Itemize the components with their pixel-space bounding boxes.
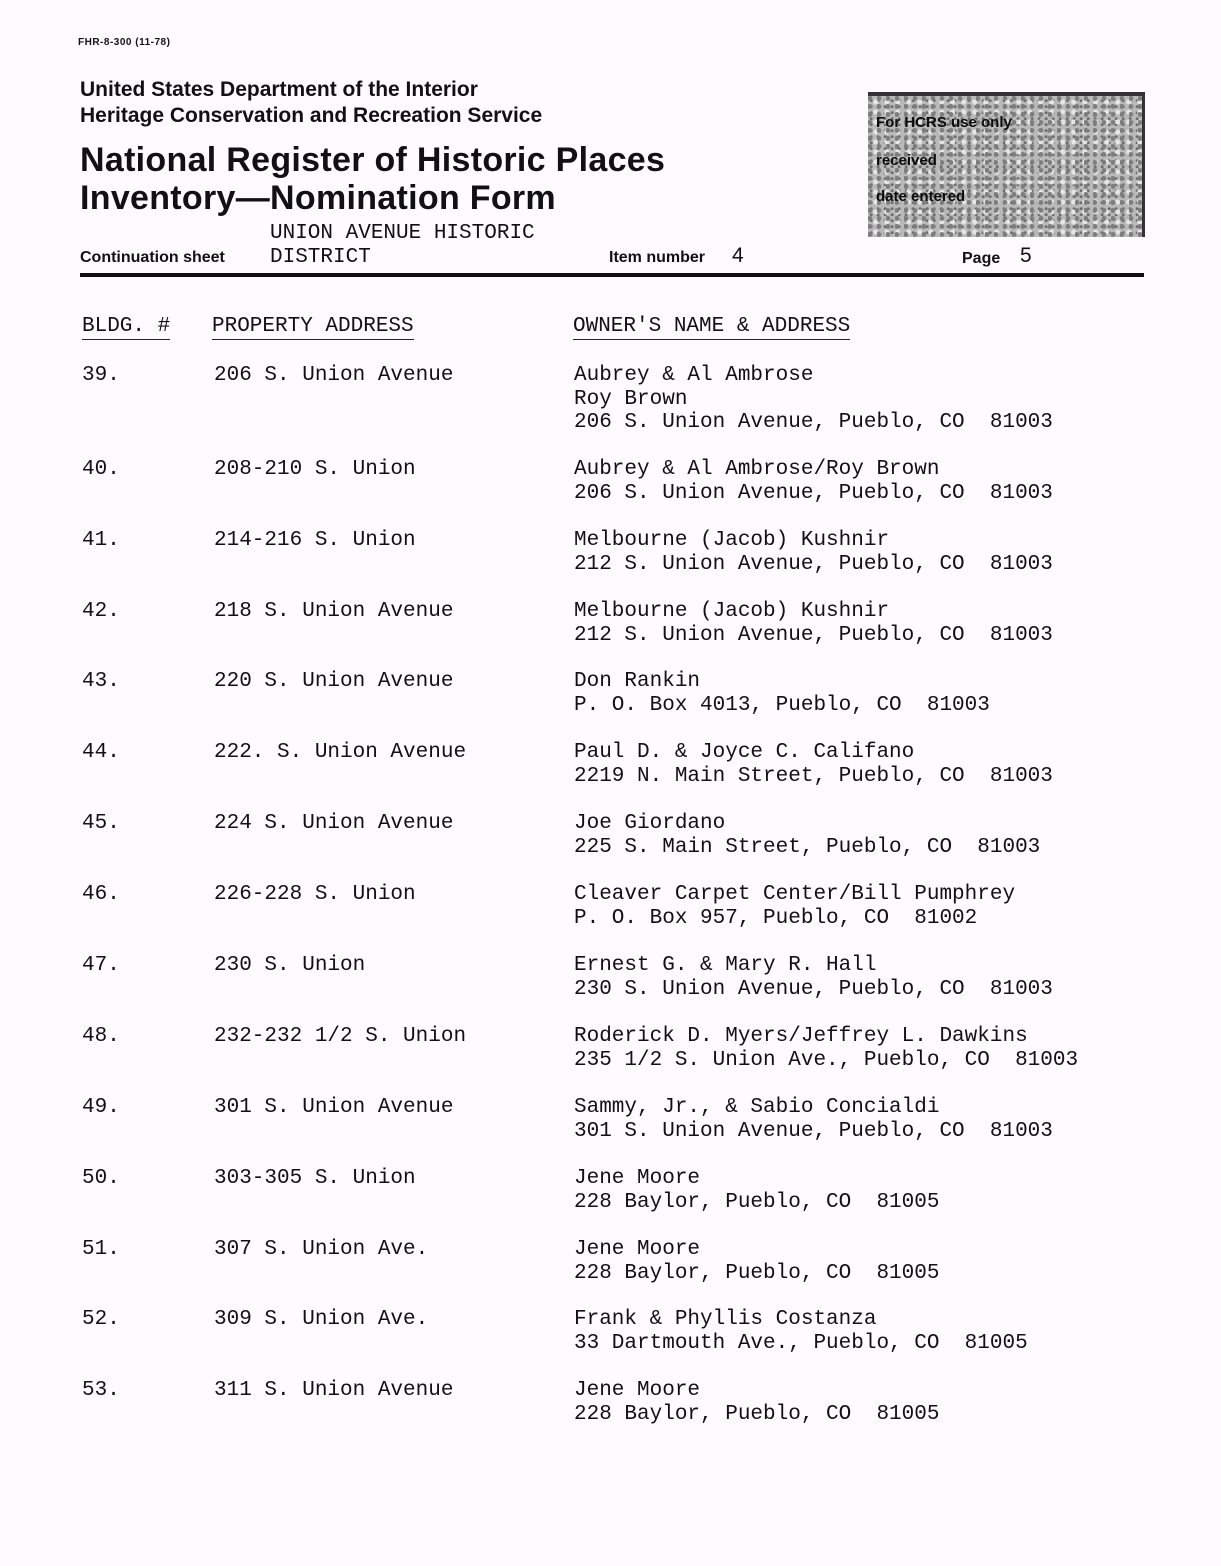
column-header-owner: OWNER'S NAME & ADDRESS xyxy=(573,315,851,338)
table-row-property-address: 303-305 S. Union xyxy=(214,1167,416,1190)
owner-line: 228 Baylor, Pueblo, CO 81005 xyxy=(574,1261,940,1285)
table-row-property-address: 232-232 1/2 S. Union xyxy=(214,1025,467,1048)
date-entered-label: date entered xyxy=(876,188,966,205)
table-row-property-address: 230 S. Union xyxy=(214,954,366,977)
table-row-bldg-number: 50. xyxy=(82,1167,120,1190)
table-row-property-address: 226-228 S. Union xyxy=(214,883,416,906)
owner-line: 212 S. Union Avenue, Pueblo, CO 81003 xyxy=(574,552,1053,576)
table-row-owner xyxy=(574,954,1053,1001)
table-row-property-address: 218 S. Union Avenue xyxy=(214,600,454,623)
owner-line: Jene Moore xyxy=(574,1238,701,1261)
table-row-property-address: 311 S. Union Avenue xyxy=(214,1379,454,1402)
table-row-bldg-number: 39. xyxy=(82,364,120,387)
owner-line: 228 Baylor, Pueblo, CO 81005 xyxy=(574,1402,940,1426)
owner-line: 228 Baylor, Pueblo, CO 81005 xyxy=(574,1190,940,1214)
header-divider xyxy=(80,273,1144,277)
received-label: received xyxy=(876,152,937,169)
page-label: Page xyxy=(962,250,1001,267)
table-row-bldg-number: 48. xyxy=(82,1025,120,1048)
table-row-owner xyxy=(574,1025,1078,1072)
owner-line: 206 S. Union Avenue, Pueblo, CO 81003 xyxy=(574,411,1053,434)
owner-line: 33 Dartmouth Ave., Pueblo, CO 81005 xyxy=(574,1331,1028,1355)
owner-line: 301 S. Union Avenue, Pueblo, CO 81003 xyxy=(574,1119,1053,1143)
table-row-property-address: 301 S. Union Avenue xyxy=(214,1096,454,1119)
table-row-owner xyxy=(574,670,990,717)
hcrs-label: For HCRS use only xyxy=(876,114,1012,131)
table-row-bldg-number: 46. xyxy=(82,883,120,906)
form-title xyxy=(80,141,665,217)
table-row-property-address: 307 S. Union Ave. xyxy=(214,1238,429,1261)
table-row-property-address: 224 S. Union Avenue xyxy=(214,812,454,835)
district-name-line-2: DISTRICT xyxy=(270,246,371,269)
column-header-property-address: PROPERTY ADDRESS xyxy=(212,315,414,338)
table-row-bldg-number: 45. xyxy=(82,812,120,835)
table-row-owner xyxy=(574,812,1040,859)
table-row-bldg-number: 42. xyxy=(82,600,120,623)
table-row-owner xyxy=(574,1167,939,1214)
owner-line: Paul D. & Joyce C. Califano xyxy=(574,741,915,764)
owner-line: Roy Brown xyxy=(574,387,688,411)
owner-line: 212 S. Union Avenue, Pueblo, CO 81003 xyxy=(574,623,1053,647)
owner-line: Aubrey & Al Ambrose/Roy Brown xyxy=(574,458,940,481)
table-row-owner xyxy=(574,1379,939,1426)
form-code: FHR-8-300 (11-78) xyxy=(78,37,171,48)
table-row-bldg-number: 40. xyxy=(82,458,120,481)
table-row-owner xyxy=(574,1308,1028,1355)
column-header-bldg: BLDG. # xyxy=(82,315,171,338)
hcrs-use-only-box xyxy=(868,92,1145,237)
table-row-owner xyxy=(574,1238,939,1285)
owner-line: Sammy, Jr., & Sabio Concialdi xyxy=(574,1096,940,1119)
owner-line: 2219 N. Main Street, Pueblo, CO 81003 xyxy=(574,764,1053,788)
table-row-owner xyxy=(574,741,1053,788)
agency-line-department: United States Department of the Interior xyxy=(80,78,478,101)
owner-line: Jene Moore xyxy=(574,1167,701,1190)
form-title-line-1: National Register of Historic Places xyxy=(80,141,666,179)
owner-line: Aubrey & Al Ambrose xyxy=(574,364,814,387)
item-number-value: 4 xyxy=(732,244,744,267)
owner-line: P. O. Box 4013, Pueblo, CO 81003 xyxy=(574,693,990,717)
table-row-property-address: 222. S. Union Avenue xyxy=(214,741,467,764)
table-row-bldg-number: 47. xyxy=(82,954,120,977)
table-row-bldg-number: 49. xyxy=(82,1096,120,1119)
district-name-line-1: UNION AVENUE HISTORIC xyxy=(270,222,535,245)
owner-line: P. O. Box 957, Pueblo, CO 81002 xyxy=(574,906,978,930)
owner-line: Ernest G. & Mary R. Hall xyxy=(574,954,877,977)
form-title-line-2: Inventory—Nomination Form xyxy=(80,179,556,217)
agency-heading xyxy=(80,77,542,129)
table-row-bldg-number: 43. xyxy=(82,670,120,693)
owner-line: 230 S. Union Avenue, Pueblo, CO 81003 xyxy=(574,977,1053,1001)
owner-line: 206 S. Union Avenue, Pueblo, CO 81003 xyxy=(574,481,1053,505)
table-row-bldg-number: 44. xyxy=(82,741,120,764)
table-row-owner xyxy=(574,529,1053,576)
table-row-property-address: 208-210 S. Union xyxy=(214,458,416,481)
table-row-bldg-number: 53. xyxy=(82,1379,120,1402)
owner-line: Melbourne (Jacob) Kushnir xyxy=(574,600,890,623)
table-row-owner xyxy=(574,458,1053,505)
owner-line: Joe Giordano xyxy=(574,812,726,835)
owner-line: 235 1/2 S. Union Ave., Pueblo, CO 81003 xyxy=(574,1048,1079,1072)
table-row-owner xyxy=(574,883,1015,930)
owner-line: Jene Moore xyxy=(574,1379,701,1402)
table-row-bldg-number: 52. xyxy=(82,1308,120,1331)
table-row-bldg-number: 41. xyxy=(82,529,120,552)
table-row-property-address: 220 S. Union Avenue xyxy=(214,670,454,693)
table-row-property-address: 309 S. Union Ave. xyxy=(214,1308,429,1331)
owner-line: Cleaver Carpet Center/Bill Pumphrey xyxy=(574,883,1016,906)
table-row-property-address: 214-216 S. Union xyxy=(214,529,416,552)
owner-line: Frank & Phyllis Costanza xyxy=(574,1308,877,1331)
item-number-label: Item number xyxy=(609,249,706,266)
table-row-owner xyxy=(574,364,1053,435)
agency-line-service: Heritage Conservation and Recreation Service xyxy=(80,104,543,127)
table-row-owner xyxy=(574,600,1053,647)
table-row-property-address: 206 S. Union Avenue xyxy=(214,364,454,387)
table-row-bldg-number: 51. xyxy=(82,1238,120,1261)
owner-line: Roderick D. Myers/Jeffrey L. Dawkins xyxy=(574,1025,1028,1048)
owner-line: Don Rankin xyxy=(574,670,701,693)
owner-line: 225 S. Main Street, Pueblo, CO 81003 xyxy=(574,835,1041,859)
table-row-owner xyxy=(574,1096,1053,1143)
owner-line: Melbourne (Jacob) Kushnir xyxy=(574,529,890,552)
continuation-sheet-label: Continuation sheet xyxy=(80,249,225,266)
page-number-value: 5 xyxy=(1020,244,1032,267)
